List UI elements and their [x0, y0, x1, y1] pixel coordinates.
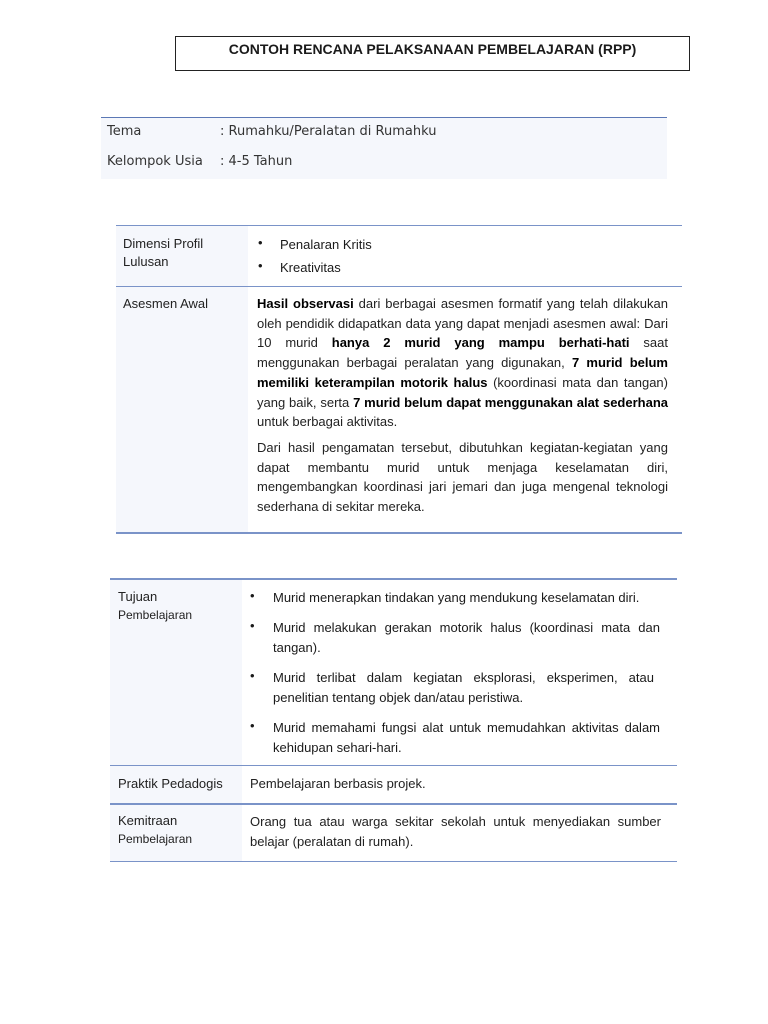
asesmen-text: saat menggunakan berbagai peralatan yang digunakan, [257, 335, 668, 371]
profil-item [258, 258, 658, 278]
bullet-icon: • [258, 235, 263, 250]
tujuan-item [250, 618, 665, 660]
bullet-icon: • [258, 258, 263, 273]
profil-label-line1: Dimensi Profil [123, 236, 204, 251]
profil-label [123, 235, 203, 271]
info-row-usia [101, 154, 667, 174]
kemitraan-label-line2: Pembelajaran [118, 832, 193, 846]
usia-value: : 4-5 Tahun [220, 154, 293, 169]
tema-label: Tema [107, 124, 142, 139]
asesmen-bold-text: Hasil observasi [257, 296, 354, 311]
table-rule [116, 225, 682, 226]
asesmen-paragraph-1 [257, 294, 668, 432]
usia-label: Kelompok Usia [107, 154, 203, 169]
asesmen-text: untuk berbagai aktivitas. [257, 414, 398, 430]
table-rule [110, 803, 677, 805]
table-rule [116, 286, 682, 287]
profil-item-text: Penalaran Kritis [280, 237, 372, 252]
tujuan-item-text: Murid menerapkan tindakan yang mendukung keselamatan diri. [273, 590, 640, 605]
tujuan-label [118, 588, 192, 624]
profil-item-text: Kreativitas [280, 260, 341, 275]
table-rule [116, 532, 682, 534]
table-rule [110, 578, 677, 580]
tujuan-item-text: Murid melakukan gerakan motorik halus (koordinasi mata dan tangan). [273, 620, 660, 655]
praktik-label: Praktik Pedadogis [118, 776, 223, 791]
bullet-icon: • [250, 588, 255, 603]
kemitraan-value: Orang tua atau warga sekitar sekolah untuk menyediakan sumber belajar (peralatan di rumah). [250, 814, 661, 849]
info-row-tema [101, 124, 667, 144]
asesmen-bold-text: 7 murid belum dapat menggunakan alat sederhana [353, 394, 669, 410]
tujuan-table [110, 578, 677, 863]
table-rule [110, 765, 677, 766]
kemitraan-label [118, 812, 192, 848]
bullet-icon: • [250, 618, 255, 633]
tema-value: : Rumahku/Peralatan di Rumahku [220, 124, 437, 139]
profil-item [258, 235, 658, 255]
asesmen-text: dari berbagai asesmen formatif yang telah dilakukan oleh pendidik didapatkan data yang dapat menjadi asesmen awal: Dari 10 murid [257, 296, 668, 351]
document-title: CONTOH RENCANA PELAKSANAAN PEMBELAJARAN (RPP) [175, 36, 690, 71]
profil-asesmen-table [116, 225, 682, 535]
tujuan-item-text: Murid memahami fungsi alat untuk memudahkan aktivitas dalam kehidupan sehari-hari. [273, 720, 660, 755]
bullet-icon: • [250, 718, 255, 733]
info-table [101, 117, 667, 179]
tujuan-item [250, 588, 665, 610]
tujuan-item [250, 718, 665, 760]
tujuan-item-text: Murid terlibat dalam kegiatan eksplorasi, eksperimen, atau penelitian tentang objek dan/atau peristiwa. [273, 670, 654, 705]
kemitraan-label-line1: Kemitraan [118, 813, 178, 828]
praktik-value: Pembelajaran berbasis projek. [250, 776, 426, 791]
bullet-icon: • [250, 668, 255, 683]
asesmen-label: Asesmen Awal [123, 296, 209, 311]
asesmen-text: (koordinasi mata dan tangan) yang baik, serta [257, 374, 668, 410]
profil-label-line2: Lulusan [123, 254, 169, 269]
tujuan-item [250, 668, 665, 710]
asesmen-label-cell [116, 287, 248, 532]
tujuan-label-line2: Pembelajaran [118, 608, 193, 622]
asesmen-bold-text: 7 murid belum memiliki keterampilan motorik halus [257, 355, 668, 390]
asesmen-bold-text: hanya 2 murid yang mampu berhati-hati [331, 335, 630, 351]
table-rule [110, 861, 677, 862]
asesmen-paragraph-2: Dari hasil pengamatan tersebut, dibutuhkan kegiatan-kegiatan yang dapat membantu murid untuk menjaga keselamatan diri, mengembangkan koordinasi jari jemari dan juga mengenal teknologi sederhana di sekitar mereka. [257, 440, 668, 515]
tujuan-label-line1: Tujuan [118, 589, 158, 604]
